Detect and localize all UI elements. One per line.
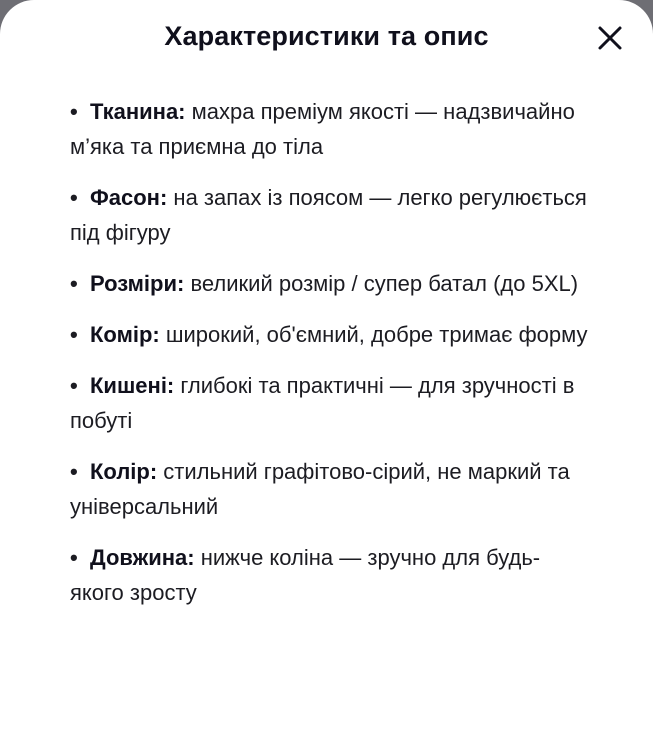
bullet-icon: • — [70, 545, 78, 570]
bullet-icon: • — [70, 99, 78, 124]
spec-item-style — [70, 180, 590, 250]
bullet-icon: • — [70, 322, 78, 347]
spec-label: Фасон: — [90, 185, 168, 210]
sheet-title: Характеристики та опис — [164, 21, 489, 51]
spec-text: глибокі та практичні — для зручності в побуті — [70, 373, 575, 433]
spec-text: широкий, об'ємний, добре тримає форму — [159, 322, 588, 347]
spec-label: Кишені: — [90, 373, 175, 398]
spec-text: на запах із поясом — легко регулюється під фігуру — [70, 185, 587, 245]
spec-text: нижче коліна — зручно для будь-якого зросту — [70, 545, 541, 605]
spec-item-pockets — [70, 368, 590, 438]
sheet-header — [0, 0, 653, 74]
bullet-icon: • — [70, 459, 78, 484]
spec-item-color — [70, 454, 590, 524]
spec-label: Розміри: — [90, 271, 185, 296]
bullet-icon: • — [70, 185, 78, 210]
spec-list — [70, 94, 590, 626]
close-icon — [597, 25, 623, 51]
spec-text: великий розмір / супер батал (до 5XL) — [184, 271, 579, 296]
bullet-icon: • — [70, 271, 78, 296]
bullet-icon: • — [70, 373, 78, 398]
spec-text: махра преміум якості — надзвичайно м’яка та приємна до тіла — [70, 99, 575, 159]
spec-label: Колір: — [90, 459, 158, 484]
spec-text: стильний графітово-сірий, не маркий та універсальний — [70, 459, 570, 519]
spec-label: Комір: — [90, 322, 160, 347]
spec-item-fabric — [70, 94, 590, 164]
spec-item-length — [70, 540, 590, 610]
spec-label: Тканина: — [90, 99, 186, 124]
spec-item-sizes — [70, 266, 590, 301]
spec-label: Довжина: — [90, 545, 195, 570]
spec-item-collar — [70, 317, 590, 352]
close-button[interactable] — [592, 20, 628, 56]
